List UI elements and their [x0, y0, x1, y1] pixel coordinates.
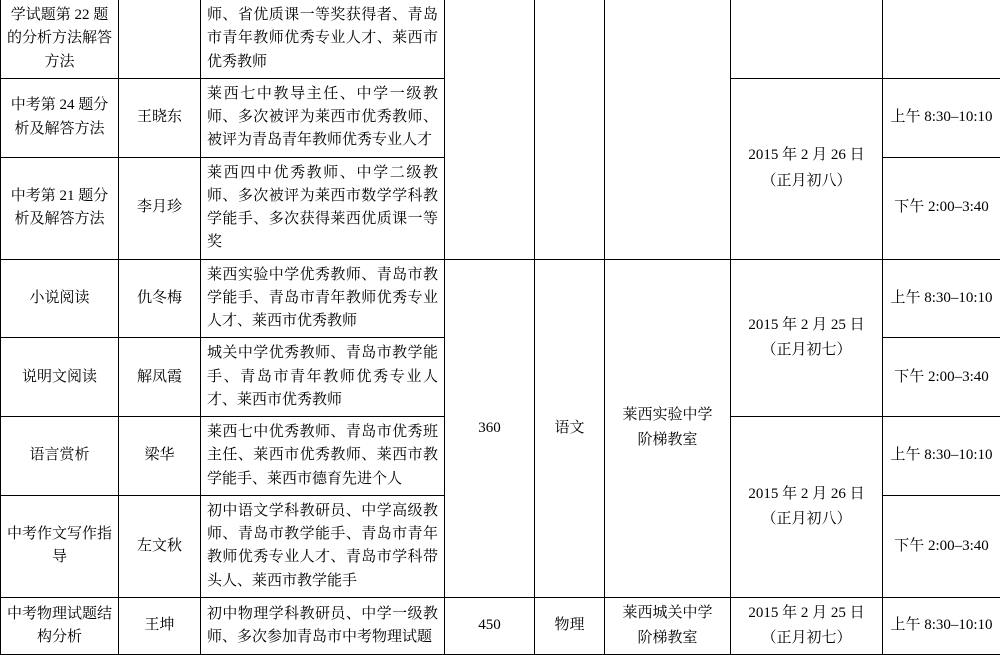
date-line-primary: 2015 年 2 月 25 日 — [737, 602, 876, 625]
cell-time: 下午 2:00–3:40 — [883, 157, 1000, 259]
cell-description: 师、省优质课一等奖获得者、青岛市青年教师优秀专业人才、莱西市优秀教师 — [201, 0, 445, 78]
place-line-1: 莱西实验中学 — [611, 404, 724, 427]
place-line-2: 阶梯教室 — [611, 429, 724, 452]
cell-time: 下午 2:00–3:40 — [883, 495, 1000, 597]
cell-speaker: 李月珍 — [119, 157, 201, 259]
cell-description: 初中物理学科教研员、中学一级教师、多次参加青岛市中考物理试题 — [201, 597, 445, 655]
cell-description: 城关中学优秀教师、青岛市教学能手、青岛市青年教师优秀专业人才、莱西市优秀教师 — [201, 338, 445, 417]
date-line-lunar: （正月初七） — [737, 627, 876, 650]
cell-speaker: 梁华 — [119, 417, 201, 496]
place-line-1: 莱西城关中学 — [611, 602, 724, 625]
date-line-lunar: （正月初七） — [737, 339, 876, 362]
cell-place-chinese — [605, 259, 731, 597]
cell-time: 上午 8:30–10:10 — [883, 597, 1000, 655]
cell-count-chinese: 360 — [445, 259, 535, 597]
cell-description: 莱西四中优秀教师、中学二级教师、多次被评为莱西市数学学科教学能手、多次获得莱西优质课一等奖 — [201, 157, 445, 259]
cell-date-physics — [731, 597, 883, 655]
cell-date-chinese-a — [731, 259, 883, 417]
place-line-2: 阶梯教室 — [611, 627, 724, 650]
date-line-primary: 2015 年 2 月 26 日 — [737, 483, 876, 506]
cell-speaker — [119, 0, 201, 78]
cell-date-empty — [731, 0, 883, 78]
cell-topic: 学试题第 22 题的分析方法解答方法 — [1, 0, 119, 78]
cell-time: 上午 8:30–10:10 — [883, 78, 1000, 157]
date-line-lunar: （正月初八） — [737, 170, 876, 193]
date-line-primary: 2015 年 2 月 26 日 — [737, 144, 876, 167]
cell-place-math — [605, 0, 731, 259]
cell-speaker: 仇冬梅 — [119, 259, 201, 338]
date-line-primary: 2015 年 2 月 25 日 — [737, 314, 876, 337]
cell-topic: 语言赏析 — [1, 417, 119, 496]
cell-subject-physics: 物理 — [535, 597, 605, 655]
cell-speaker: 左文秋 — [119, 495, 201, 597]
cell-time: 下午 2:00–3:40 — [883, 338, 1000, 417]
cell-speaker: 王坤 — [119, 597, 201, 655]
cell-description: 莱西实验中学优秀教师、青岛市教学能手、青岛市青年教师优秀专业人才、莱西市优秀教师 — [201, 259, 445, 338]
cell-topic: 中考物理试题结构分析 — [1, 597, 119, 655]
cell-date-math — [731, 78, 883, 259]
cell-speaker: 王晓东 — [119, 78, 201, 157]
cell-place-physics — [605, 597, 731, 655]
cell-topic: 中考作文写作指导 — [1, 495, 119, 597]
cell-topic: 中考第 21 题分析及解答方法 — [1, 157, 119, 259]
cell-description: 莱西七中教导主任、中学一级教师、多次被评为莱西市优秀教师、被评为青岛青年教师优秀专业人才 — [201, 78, 445, 157]
table-row — [1, 597, 1000, 655]
cell-description: 莱西七中优秀教师、青岛市优秀班主任、莱西市优秀教师、莱西市教学能手、莱西市德育先进个人 — [201, 417, 445, 496]
cell-topic: 小说阅读 — [1, 259, 119, 338]
date-line-lunar: （正月初八） — [737, 508, 876, 531]
cell-date-chinese-b — [731, 417, 883, 598]
cell-count-physics: 450 — [445, 597, 535, 655]
cell-topic: 说明文阅读 — [1, 338, 119, 417]
cell-time: 上午 8:30–10:10 — [883, 259, 1000, 338]
cell-topic: 中考第 24 题分析及解答方法 — [1, 78, 119, 157]
cell-subject-math — [535, 0, 605, 259]
cell-time: 上午 8:30–10:10 — [883, 417, 1000, 496]
table-row — [1, 259, 1000, 338]
cell-count-math — [445, 0, 535, 259]
cell-description: 初中语文学科教研员、中学高级教师、青岛市教学能手、青岛市青年教师优秀专业人才、青岛市学科带头人、莱西市教学能手 — [201, 495, 445, 597]
table-row — [1, 0, 1000, 78]
cell-subject-chinese: 语文 — [535, 259, 605, 597]
cell-time-empty — [883, 0, 1000, 78]
cell-speaker: 解凤霞 — [119, 338, 201, 417]
